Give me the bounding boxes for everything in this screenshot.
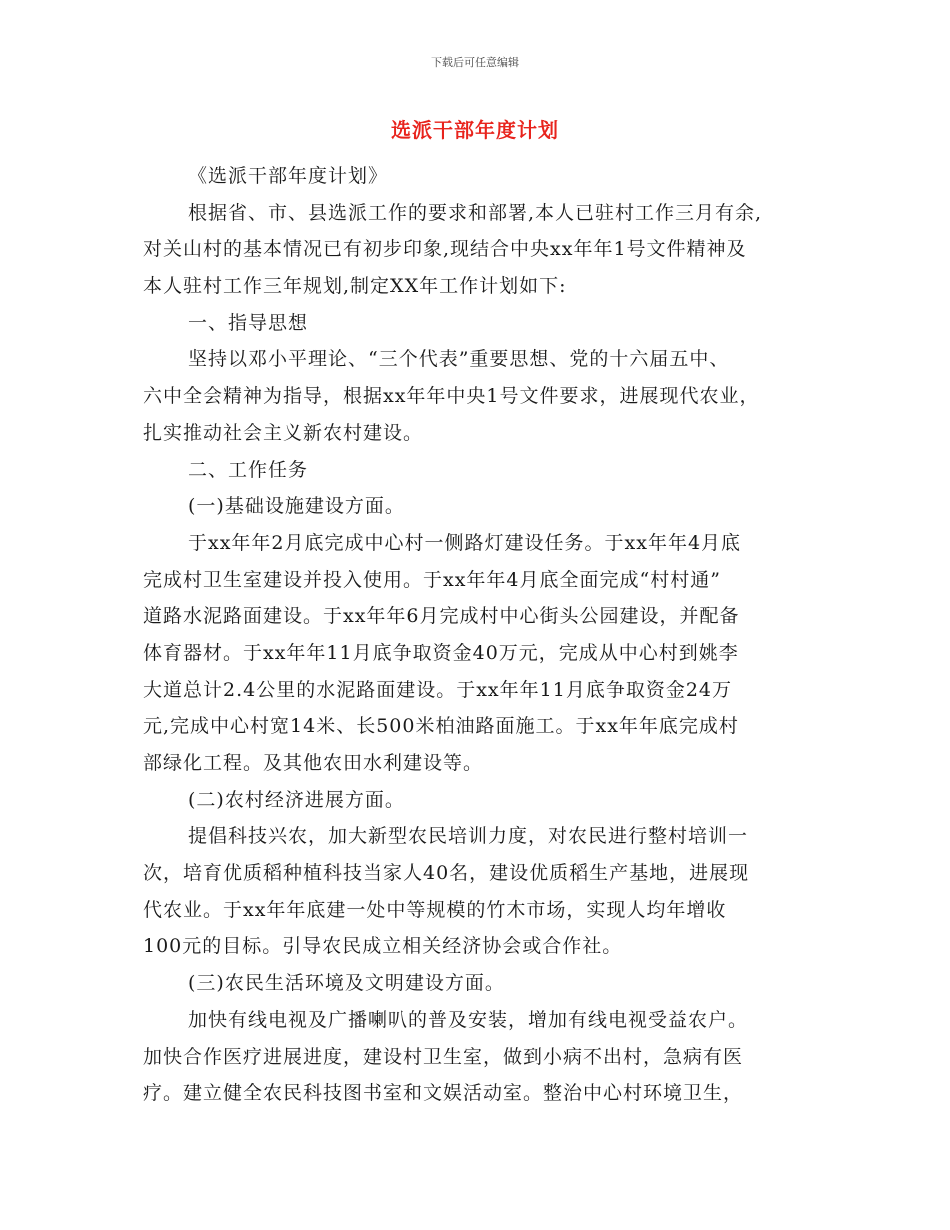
text-line: 《选派干部年度计划》 [188,165,389,187]
section-heading: 二、工作任务 [188,458,309,481]
text-line: 六中全会精神为指导，根据xx年年中央1号文件要求，进展现代农业， [143,385,760,408]
text-line: 加快合作医疗进展进度，建设村卫生室，做到小病不出村，急病有医 [143,1045,744,1068]
text-line: 疗。建立健全农民科技图书室和文娱活动室。整治中心村环境卫生， [143,1082,744,1105]
text-line: 部绿化工程。及其他农田水利建设等。 [143,752,484,774]
text-line: 大道总计2.4公里的水泥路面建设。于xx年年11月底争取资金24万 [143,678,733,701]
text-line: 加快有线电视及广播喇叭的普及安装，增加有线电视受益农户。 [188,1008,749,1031]
document-body [143,158,813,1112]
text-line: 体育器材。于xx年年11月底争取资金40万元，完成从中心村到姚李 [143,641,739,664]
text-line: 坚持以邓小平理论、“三个代表”重要思想、党的十六届五中、 [188,348,730,371]
section-heading: 一、指导思想 [188,311,309,334]
text-line: 道路水泥路面建设。于xx年年6月完成村中心街头公园建设，并配备 [143,605,740,628]
text-line: 扎实推动社会主义新农村建设。 [143,421,424,444]
subsection-heading: (一)基础设施建设方面。 [188,495,405,518]
text-line: 对关山村的基本情况已有初步印象,现结合中央xx年年1号文件精神及 [143,238,747,261]
subsection-heading: (二)农村经济进展方面。 [188,788,405,811]
text-line: 于xx年年2月底完成中心村一侧路灯建设任务。于xx年年4月底 [188,531,742,554]
text-line: 次，培育优质稻种植科技当家人40名，建设优质稻生产基地，进展现 [143,862,750,885]
document-title: 选派干部年度计划 [391,118,559,142]
text-line: 本人驻村工作三年规划,制定XX年工作计划如下: [143,275,567,298]
text-line: 完成村卫生室建设并投入使用。于xx年年4月底全面完成“村村通” [143,568,721,591]
text-line: 代农业。于xx年年底建一处中等规模的竹木市场，实现人均年增收 [143,898,727,921]
text-line: 元,完成中心村宽14米、长500米柏油路面施工。于xx年年底完成村 [143,715,739,738]
text-line: 100元的目标。引导农民成立相关经济协会或合作社。 [143,935,623,958]
subsection-heading: (三)农民生活环境及文明建设方面。 [188,972,505,995]
header-note: 下载后可任意编辑 [431,56,519,69]
text-line: 提倡科技兴农，加大新型农民培训力度，对农民进行整村培训一 [188,825,749,848]
text-line: 根据省、市、县选派工作的要求和部署,本人已驻村工作三月有余, [188,201,763,224]
